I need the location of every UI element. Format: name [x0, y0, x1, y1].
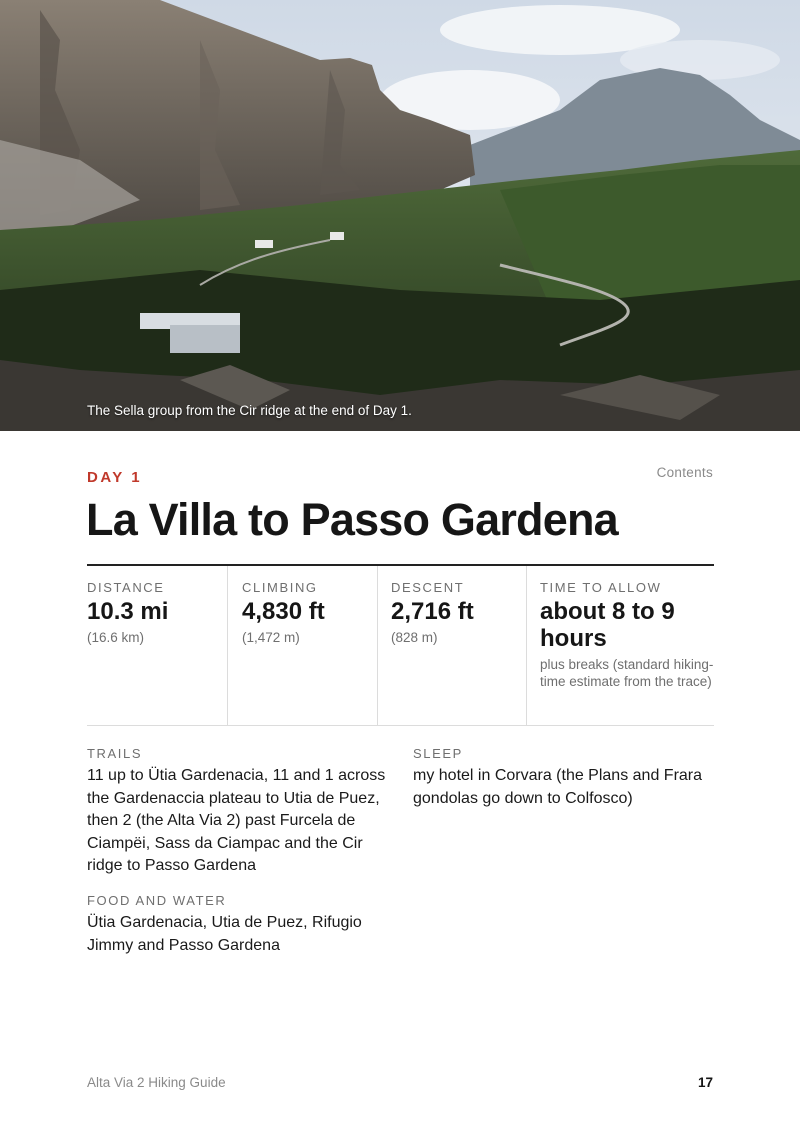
sleep-section — [413, 746, 714, 810]
stat-distance — [87, 566, 228, 725]
stat-value: 4,830 ft — [242, 598, 325, 625]
section-text: 11 up to Ütia Gardenacia, 11 and 1 across the Gardenaccia plateau to Utia de Puez, then 2 (the Alta Via 2) past Furcela de Ciampëi, Sass da Ciampac and the Cir ridge to Passo Gardena — [87, 767, 386, 874]
stat-sub: plus breaks (standard hiking-time estimate from the trace) — [540, 657, 714, 689]
page-number: 17 — [697, 1075, 713, 1090]
stat-climbing — [228, 566, 378, 725]
hero-photo — [0, 0, 800, 431]
stat-value: 2,716 ft — [391, 598, 474, 625]
mountain-landscape-image — [0, 0, 800, 431]
stat-label: CLIMBING — [242, 580, 318, 595]
photo-caption: The Sella group from the Cir ridge at the end of Day 1. — [87, 403, 412, 418]
section-label: FOOD AND WATER — [87, 893, 227, 908]
section-text: my hotel in Corvara (the Plans and Frara gondolas go down to Colfosco) — [413, 767, 703, 807]
stat-sub: (828 m) — [391, 630, 438, 645]
section-label: SLEEP — [413, 746, 463, 761]
stat-label: TIME TO ALLOW — [540, 580, 662, 595]
stat-sub: (1,472 m) — [242, 630, 300, 645]
stats-table — [87, 566, 714, 726]
stat-descent — [378, 566, 527, 725]
food-water-section — [87, 893, 387, 957]
trails-section — [87, 746, 387, 878]
page-title: La Villa to Passo Gardena — [86, 494, 618, 545]
stat-sub: (16.6 km) — [87, 630, 145, 645]
stat-value: 10.3 mi — [87, 598, 169, 625]
stat-label: DESCENT — [391, 580, 465, 595]
footer-book-title: Alta Via 2 Hiking Guide — [87, 1075, 226, 1090]
stat-label: DISTANCE — [87, 580, 165, 595]
day-label: DAY 1 — [87, 469, 143, 486]
section-text: Ütia Gardenacia, Utia de Puez, Rifugio Jimmy and Passo Gardena — [87, 914, 362, 954]
section-label: TRAILS — [87, 746, 143, 761]
stat-time-to-allow — [527, 566, 714, 725]
stat-value: about 8 to 9 hours — [540, 598, 675, 652]
contents-link[interactable]: Contents — [656, 465, 713, 480]
